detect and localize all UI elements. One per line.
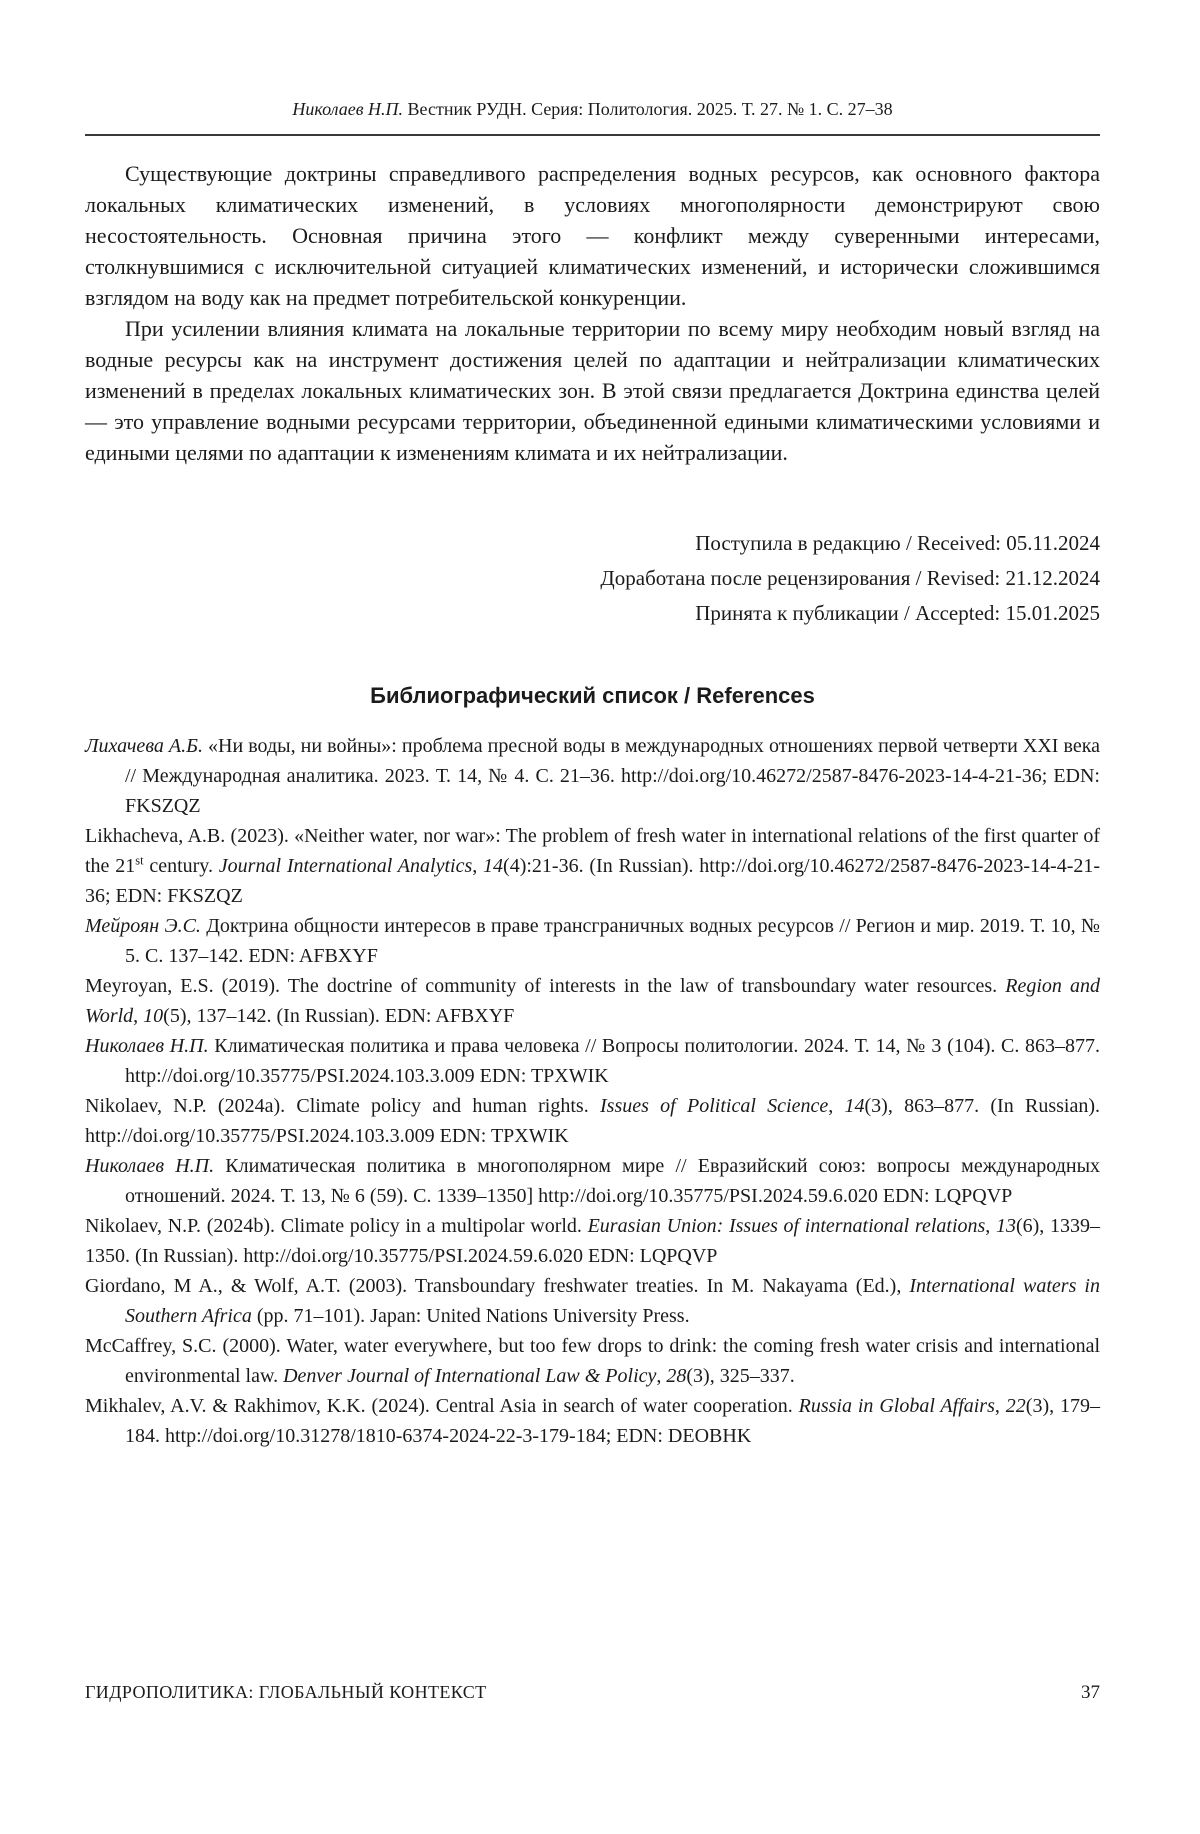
running-header-citation: Вестник РУДН. Серия: Политология. 2025. Т. 27. № 1. С. 27–38 [403,99,893,119]
reference-entry: Meyroyan, E.S. (2019). The doctrine of community of interests in the law of transboundary water resources. Region and World, 10(5), 137–142. (In Russian). EDN: AFBXYF [85,975,1100,1027]
article-body [85,158,1100,468]
reference-entry: Mikhalev, A.V. & Rakhimov, K.K. (2024). Central Asia in search of water cooperation. Russia in Global Affairs, 22(3), 179–184. http://doi.org/10.31278/1810-6374-2024-22-3-179-184; EDN: DEOBHK [85,1395,1101,1447]
running-header-author: Николаев Н.П. [292,99,404,119]
page-number: 37 [1081,1682,1100,1703]
dates-block [85,526,1100,631]
references-heading: Библиографический список / References [370,683,815,708]
reference-entry: Giordano, M A., & Wolf, A.T. (2003). Transboundary freshwater treaties. In M. Nakayama (Ed.), International waters in Southern Africa (pp. 71–101). Japan: United Nations University Press. [85,1275,1100,1327]
paragraph: При усилении влияния климата на локальные территории по всему миру необходим новый взгляд на водные ресурсы как на инструмент достижения целей по адаптации и нейтрализации климатических изменений в пределах локальных климатических зон. В этой связи предлагается Доктрина единства целей — это управление водными ресурсами территории, объединенной едиными климатическими условиями и едиными целями по адаптации к изменениям климата и их нейтрализации. [85,316,1100,465]
reference-entry: Мейроян Э.С. Доктрина общности интересов в праве трансграничных водных ресурсов // Регион и мир. 2019. Т. 10, № 5. С. 137–142. EDN: AFBXYF [85,915,1100,967]
footer-section-title: ГИДРОПОЛИТИКА: ГЛОБАЛЬНЫЙ КОНТЕКСТ [85,1682,487,1702]
running-header [85,98,1100,136]
received-date: Поступила в редакцию / Received: 05.11.2024 [695,531,1100,555]
reference-entry: McCaffrey, S.C. (2000). Water, water everywhere, but too few drops to drink: the coming fresh water crisis and international environmental law. Denver Journal of International Law & Policy, 28(3), 325–337. [85,1335,1100,1387]
reference-entry: Николаев Н.П. Климатическая политика и права человека // Вопросы политологии. 2024. Т. 14, № 3 (104). С. 863–877. http://doi.org/10.35775/PSI.2024.103.3.009 EDN: TPXWIK [85,1035,1101,1087]
reference-entry: Nikolaev, N.P. (2024a). Climate policy and human rights. Issues of Political Science, 14(3), 863–877. (In Russian). http://doi.org/10.35775/PSI.2024.103.3.009 EDN: TPXWIK [85,1095,1100,1147]
page-footer [85,1682,1100,1704]
references-list [85,731,1100,1451]
reference-entry: Николаев Н.П. Климатическая политика в многополярном мире // Евразийский союз: вопросы международных отношений. 2024. Т. 13, № 6 (59). С. 1339–1350] http://doi.org/10.35775/PSI.2024.59.6.020 EDN: LQPQVP [85,1155,1101,1207]
reference-entry: Likhacheva, A.B. (2023). «Neither water, nor war»: The problem of fresh water in international relations of the first quarter of the 21st century. Journal International Analytics, 14(4):21-36. (In Russian). http://doi.org/10.46272/2587-8476-2023-14-4-21-36; EDN: FKSZQZ [85,825,1101,907]
accepted-date: Принята к публикации / Accepted: 15.01.2025 [695,601,1100,625]
reference-entry: Nikolaev, N.P. (2024b). Climate policy in a multipolar world. Eurasian Union: Issues of international relations, 13(6), 1339–1350. (In Russian). http://doi.org/10.35775/PSI.2024.59.6.020 EDN: LQPQVP [85,1215,1100,1267]
revised-date: Доработана после рецензирования / Revised: 21.12.2024 [600,566,1100,590]
paragraph: Существующие доктрины справедливого распределения водных ресурсов, как основного фактора локальных климатических изменений, в условиях многополярности демонстрируют свою несостоятельность. Основная причина этого — конфликт между суверенными интересами, столкнувшимися с исключительной ситуацией климатических изменений, и исторически сложившимся взглядом на воду как на предмет потребительской конкуренции. [85,161,1100,310]
reference-entry: Лихачева А.Б. «Ни воды, ни войны»: проблема пресной воды в международных отношениях первой четверти XXI века // Международная аналитика. 2023. Т. 14, № 4. С. 21–36. http://doi.org/10.46272/2587-8476-2023-14-4-21-36; EDN: FKSZQZ [85,735,1100,817]
